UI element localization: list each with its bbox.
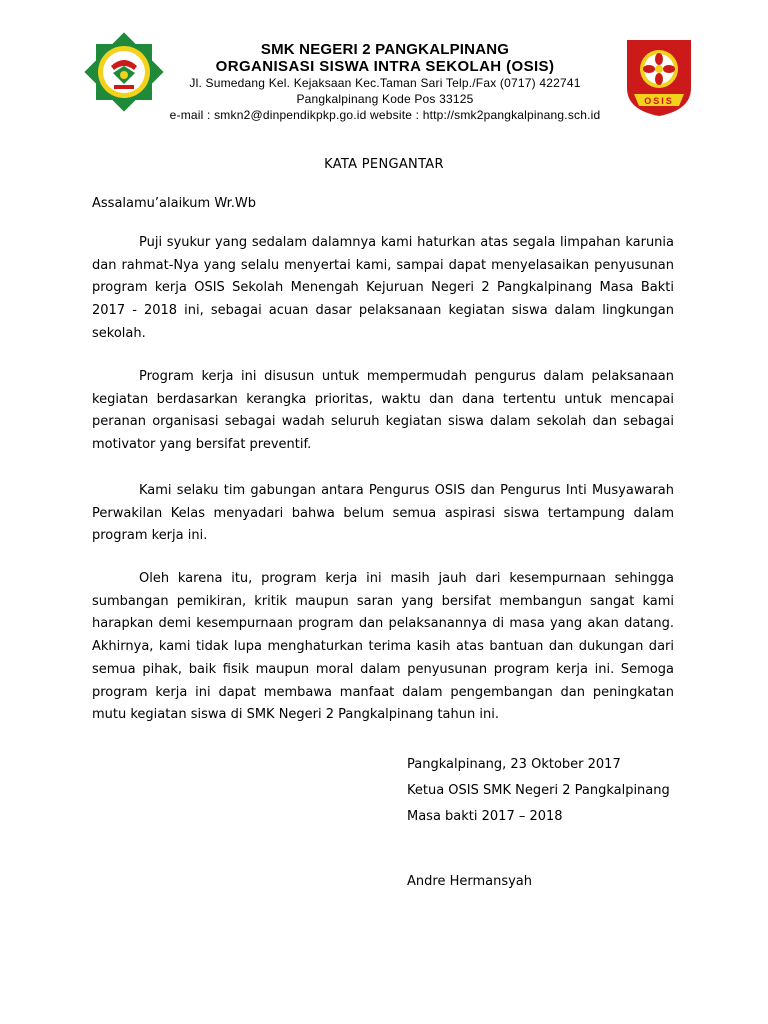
signature-block xyxy=(407,752,670,830)
address-line: Jl. Sumedang Kel. Kejaksaan Kec.Taman Sari Telp./Fax (0717) 422741 xyxy=(189,76,581,90)
organization-name: ORGANISASI SISWA INTRA SEKOLAH (OSIS) xyxy=(215,58,555,75)
greeting: Assalamu’alaikum Wr.Wb xyxy=(92,196,256,211)
paragraph-3: Kami selaku tim gabungan antara Pengurus OSIS dan Pengurus Inti Musyawarah Perwakilan Kelas menyadari bahwa belum semua aspirasi siswa tertampung dalam program kerja ini. xyxy=(92,483,674,544)
term-of-office: Masa bakti 2017 – 2018 xyxy=(407,809,563,824)
letterhead-text xyxy=(150,41,620,123)
paragraph-1: Puji syukur yang sedalam dalamnya kami haturkan atas segala limpahan karunia dan rahmat-Nya yang selalu menyertai kami, sampai dapat menyelasaikan penyusunan program kerja OSIS Sekolah Menengah Kejuruan Negeri 2 Pangkalpinang Masa Bakti 2017 - 2018 ini, sebagai acuan dasar pelaksanaan kegiatan siswa dalam lingkungan sekolah. xyxy=(92,235,674,341)
letterhead xyxy=(0,0,768,140)
place-date: Pangkalpinang, 23 Oktober 2017 xyxy=(407,757,621,772)
signer-name: Andre Hermansyah xyxy=(407,874,533,889)
paragraph-4: Oleh karena itu, program kerja ini masih jauh dari kesempurnaan sehingga sumbangan pemikiran, kritik maupun saran yang bersifat membangun sangat kami harapkan demi kesempurnaan program dan pelaksanannya di masa yang akan datang. Akhirnya, kami tidak lupa menghaturkan terima kasih atas bantuan dan dukungan dari semua pihak, baik fisik maupun moral dalam penyusunan program kerja ini. Semoga program kerja ini dapat membawa manfaat dalam pengembangan dan peningkatan mutu kegiatan siswa di SMK Negeri 2 Pangkalpinang tahun ini. xyxy=(92,571,674,723)
document-title: KATA PENGANTAR xyxy=(324,157,444,172)
osis-emblem-text: OSIS xyxy=(644,96,674,106)
paragraph-2: Program kerja ini disusun untuk mempermudah pengurus dalam pelaksanaan kegiatan berdasarkan kerangka prioritas, waktu dan dana tertentu untuk mencapai peranan organisasi sebagai wadah seluruh kegiatan siswa dalam sekolah dan sebagai motivator yang bersifat preventif. xyxy=(92,369,674,453)
city-postcode-line: Pangkalpinang Kode Pos 33125 xyxy=(296,92,474,106)
osis-emblem-icon xyxy=(625,38,693,118)
contact-line: e-mail : smkn2@dinpendikpkp.go.id website : http://smk2pangkalpinang.sch.id xyxy=(169,108,601,122)
school-name: SMK NEGERI 2 PANGKALPINANG xyxy=(260,41,510,58)
signer-position: Ketua OSIS SMK Negeri 2 Pangkalpinang xyxy=(407,783,670,798)
